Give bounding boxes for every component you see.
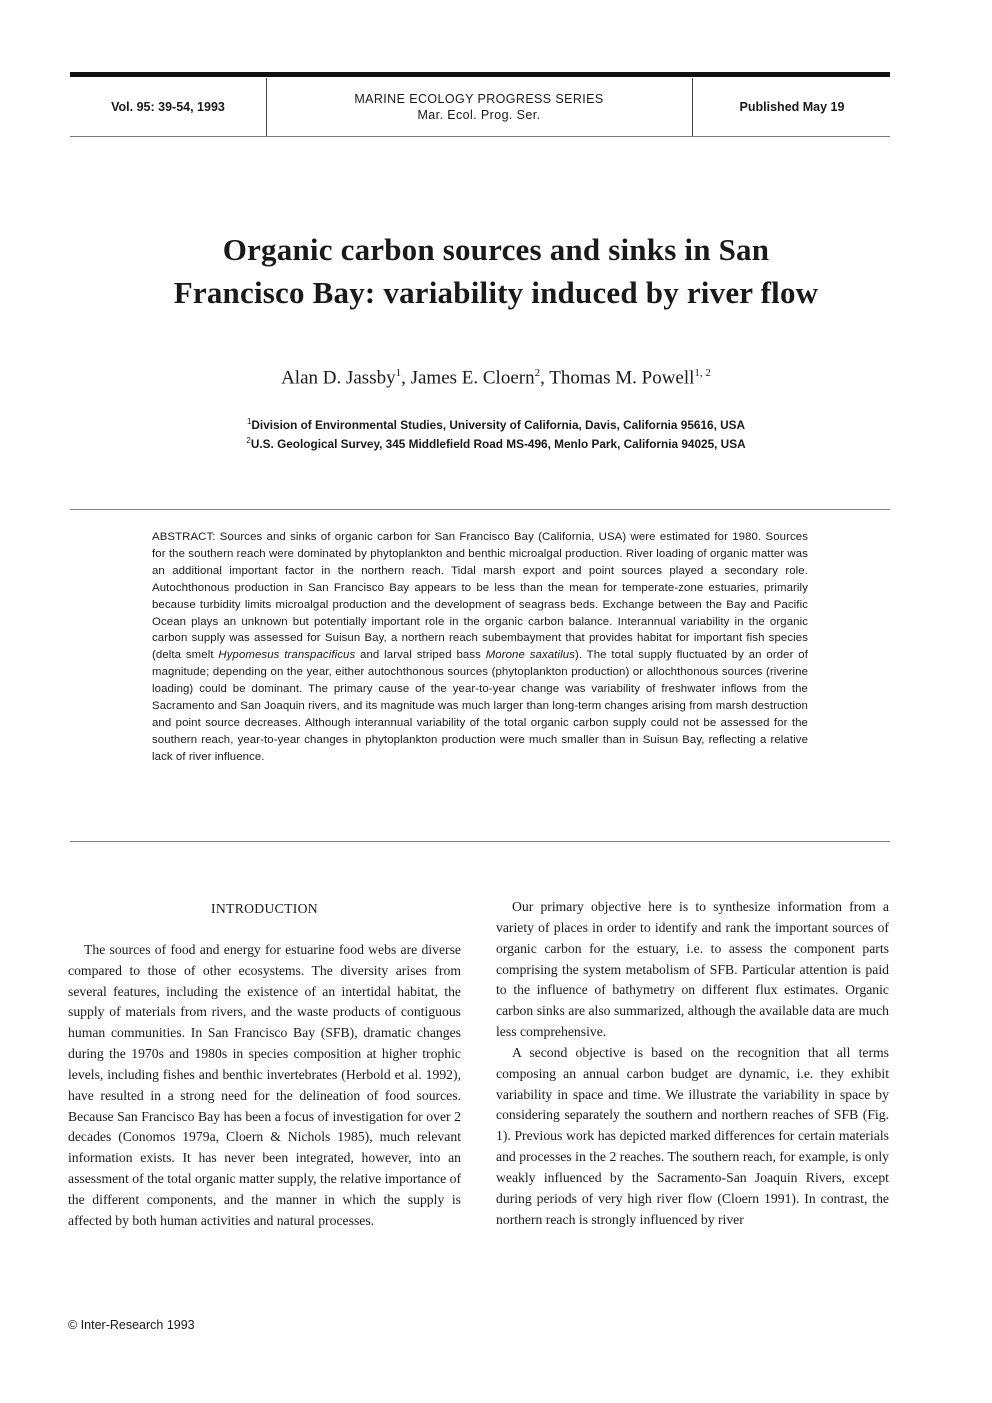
affiliation-mark: 1 <box>246 417 252 426</box>
species-name: Hypomesus transpacificus <box>218 649 356 662</box>
species-name: Morone saxatilus <box>485 649 575 662</box>
affiliation-text: U.S. Geological Survey, 345 Middlefield Road MS-496, Menlo Park, California 94025, USA <box>250 436 746 451</box>
volume-info: Vol. 95: 39-54, 1993 <box>70 78 267 136</box>
author-affil-mark: 1 <box>395 367 402 379</box>
abstract <box>152 529 808 766</box>
abstract-text: and larval striped bass <box>355 649 486 662</box>
journal-name <box>266 78 692 136</box>
body-paragraph: A second objective is based on the recognition that all terms composing an annual carbon budget are dynamic, i.e. they exhibit variability in space and time. We illustrate the variability in space by considering separately the southern and northern reaches of SFB (Fig. 1). Previous work has depicted marked differences for certain materials and processes in the 2 reaches. The southern reach, for example, is only weakly influenced by the Sacramento-San Joaquin Rivers, except during periods of very high river flow (Cloern 1991). In contrast, the northern reach is strongly influenced by river <box>496 1044 889 1227</box>
affiliation-text: Division of Environmental Studies, University of California, Davis, California 95616, USA <box>251 417 746 432</box>
body-paragraph: The sources of food and energy for estuarine food webs are diverse compared to those of other ecosystems. The diversity arises from several features, including the existence of an intertidal habitat, the supply of materials from rivers, and the waste products of contiguous human communities. In San Francisco Bay (SFB), dramatic changes during the 1970s and 1980s in species composition at higher trophic levels, including fishes and benthic invertebrates (Herbold et al. 1992), have resulted in a strong need for the delineation of food sources. Because San Francisco Bay has been a focus of investigation for over 2 decades (Conomos 1979a, Cloern & Nichols 1985), much relevant information exists. It has never been integrated, however, into an assessment of the total organic matter supply, the relative importance of the different components, and the manner in which the supply is affected by both human activities and natural processes. <box>68 941 462 1228</box>
journal-abbrev: Mar. Ecol. Prog. Ser. <box>417 108 541 122</box>
body-paragraph: Our primary objective here is to synthesize information from a variety of places in order to identify and rank the important sources of organic carbon for the estuary, i.e. to assess the component parts comprising the system metabolism of SFB. Particular attention is paid to the influence of bathymetry on different flux estimates. Organic carbon sinks are also summarized, although the available data are much less comprehensive. <box>496 899 889 1040</box>
abstract-text: ABSTRACT: Sources and sinks of organic carbon for San Francisco Bay (California, USA) were estimated for 1980. Sources for the southern reach were dominated by phytoplankton and benthic microalgal production. River loading of organic matter was an additional important factor in the northern reach. Tidal marsh export and point sources played a secondary role. Autochthonous production in San Francisco Bay appears to be less than the mean for temperate-zone estuaries, primarily because turbidity limits microalgal production and the development of seagrass beds. Exchange between the Bay and Pacific Ocean plays an unknown but potentially important role in the organic carbon balance. Interannual variability in the organic carbon supply was assessed for Suisun Bay, a northern reach subembayment that provides habitat for important fish species (delta smelt <box>152 531 808 662</box>
title-line-1: Organic carbon sources and sinks in San <box>222 232 770 267</box>
copyright-notice: © Inter-Research 1993 <box>68 1318 195 1332</box>
author-affil-mark: 2 <box>534 367 541 379</box>
abstract-bottom-rule <box>70 841 890 842</box>
masthead-top-rule <box>70 72 890 77</box>
journal-title: MARINE ECOLOGY PROGRESS SERIES <box>354 92 604 106</box>
masthead-bottom-rule <box>70 136 890 137</box>
masthead <box>70 78 890 136</box>
left-column <box>68 897 461 1232</box>
right-column <box>496 897 889 1231</box>
author-name: Alan D. Jassby <box>281 367 396 389</box>
author-name: James E. Cloern <box>410 367 535 389</box>
affiliations <box>60 414 932 452</box>
paper-title <box>60 228 932 314</box>
affiliation-line <box>60 433 932 452</box>
publish-date: Published May 19 <box>692 78 891 136</box>
abstract-text: ). The total supply fluctuated by an order of magnitude; depending on the year, either autochthonous sources (phytoplankton production) or allochthonous sources (riverine loading) could be dominant. The primary cause of the year-to-year change was variability of freshwater inflows from the Sacramento and San Joaquin rivers, and its magnitude was much larger than long-term changes arising from marsh destruction and point source decreases. Although interannual variability of the total organic carbon supply could not be assessed for the southern reach, year-to-year changes in phytoplankton production were much smaller than in Suisun Bay, reflecting a relative lack of river influence. <box>152 649 808 763</box>
affiliation-line <box>60 414 932 433</box>
section-heading: INTRODUCTION <box>210 901 318 916</box>
author-name: Thomas M. Powell <box>549 367 695 389</box>
affiliation-mark: 2 <box>246 435 251 445</box>
author-affil-mark: 1, 2 <box>694 367 711 379</box>
title-line-2: Francisco Bay: variability induced by river flow <box>173 275 819 310</box>
abstract-top-rule <box>70 509 890 510</box>
author-list: Alan D. Jassby$^1$, James E. Cloern$^2$, Thomas M. Powell$^{1, 2}$ <box>281 367 711 389</box>
